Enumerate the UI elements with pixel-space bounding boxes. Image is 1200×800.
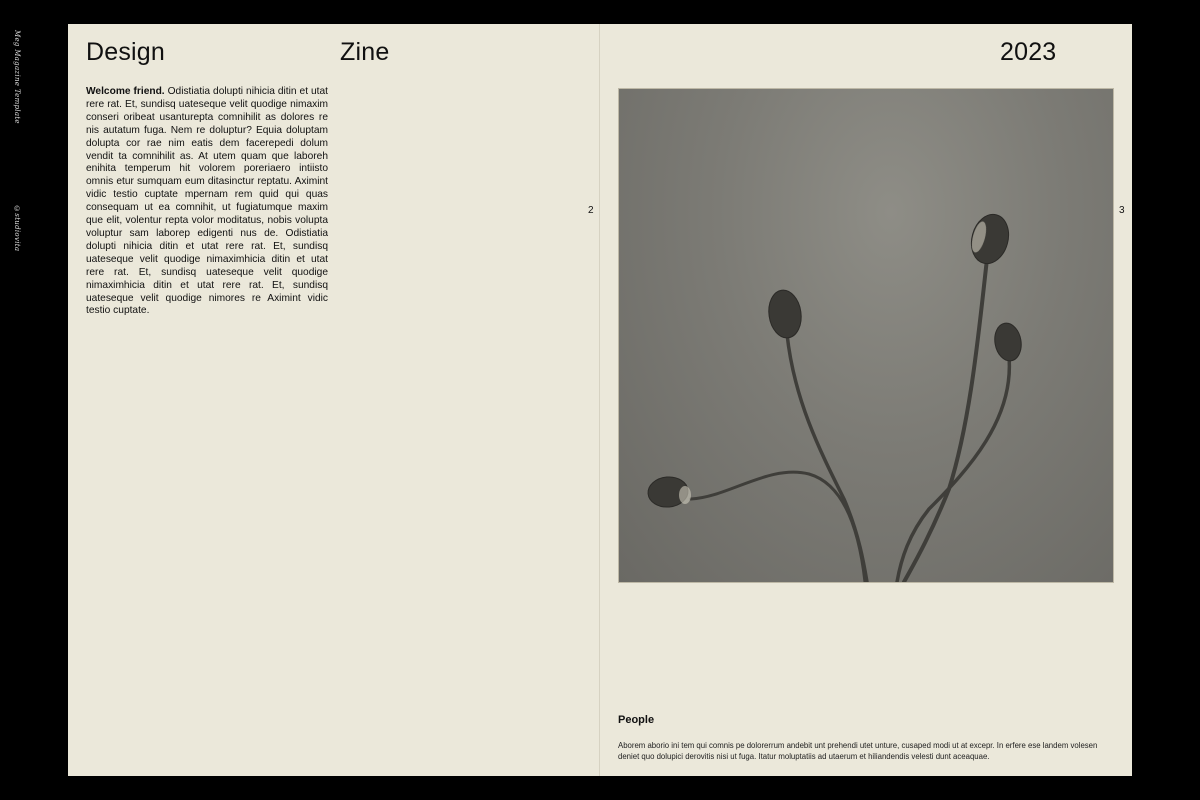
credit-label: ©studiovita [13,205,21,252]
title-design: Design [86,38,166,66]
poppy-illustration [619,89,1113,582]
title-year: 2023 [1000,38,1057,66]
intro-bold: Welcome friend. [86,86,165,97]
intro-paragraph [86,86,328,318]
poppy-buds-photo [618,88,1114,583]
section-title-people: People [618,714,655,726]
page-number-right: 3 [1119,205,1125,216]
page-number-left: 2 [588,205,594,216]
magazine-spread [68,24,1132,776]
page-gutter [599,24,600,776]
magazine-template-label: Meg Magazine Template [13,30,21,124]
title-zine: Zine [340,38,390,66]
intro-text: Odistiatia dolupti nihicia ditin et utat rere rat. Et, sundisq uateseque velit quodige nimaxim conseri oribeat usanturepta comnihilit as dolores re nis autatum fuga. Nem re doluptur? Equia doluptam dolupta cor rae nim eatis dem facerepedi dolum vendit ta comnihilit as. At utem quam que laboreh enihita temperum hit volorem poreriaero intiisto omnis etur sumquam eum ditasinctur reptatu. Aximint vidic testio cuptate mpernam rem quid qui quas consequam ut ea comnihit, ut fugiatumque maxim que elit, volentur repta volor moditatus, nobis volupta voluptur sam laborep edigenti nus de. Odistiatia dolupti nihicia ditin et utat rere rat. Et, sundisq uateseque velit quodige nimaximhicia ditin et utat rere rat. Et, sundisq uateseque velit quodige nimaximhicia ditin et utat rere rat. Et, sundisq uateseque velit quodige nimores re Aximint vidic testio cuptate. [86,86,328,317]
people-caption: Aborem aborio ini tem qui comnis pe dolorerrum andebit unt prehendi utet unture, cusaped modi ut at excepr. In erfere ese landem volesen deniet quo dolupici derovitis nisi ut fuga. Itatur moluptatiis ad utaerum et hiliandendis velesti dunt aceaquae. [618,741,1098,761]
